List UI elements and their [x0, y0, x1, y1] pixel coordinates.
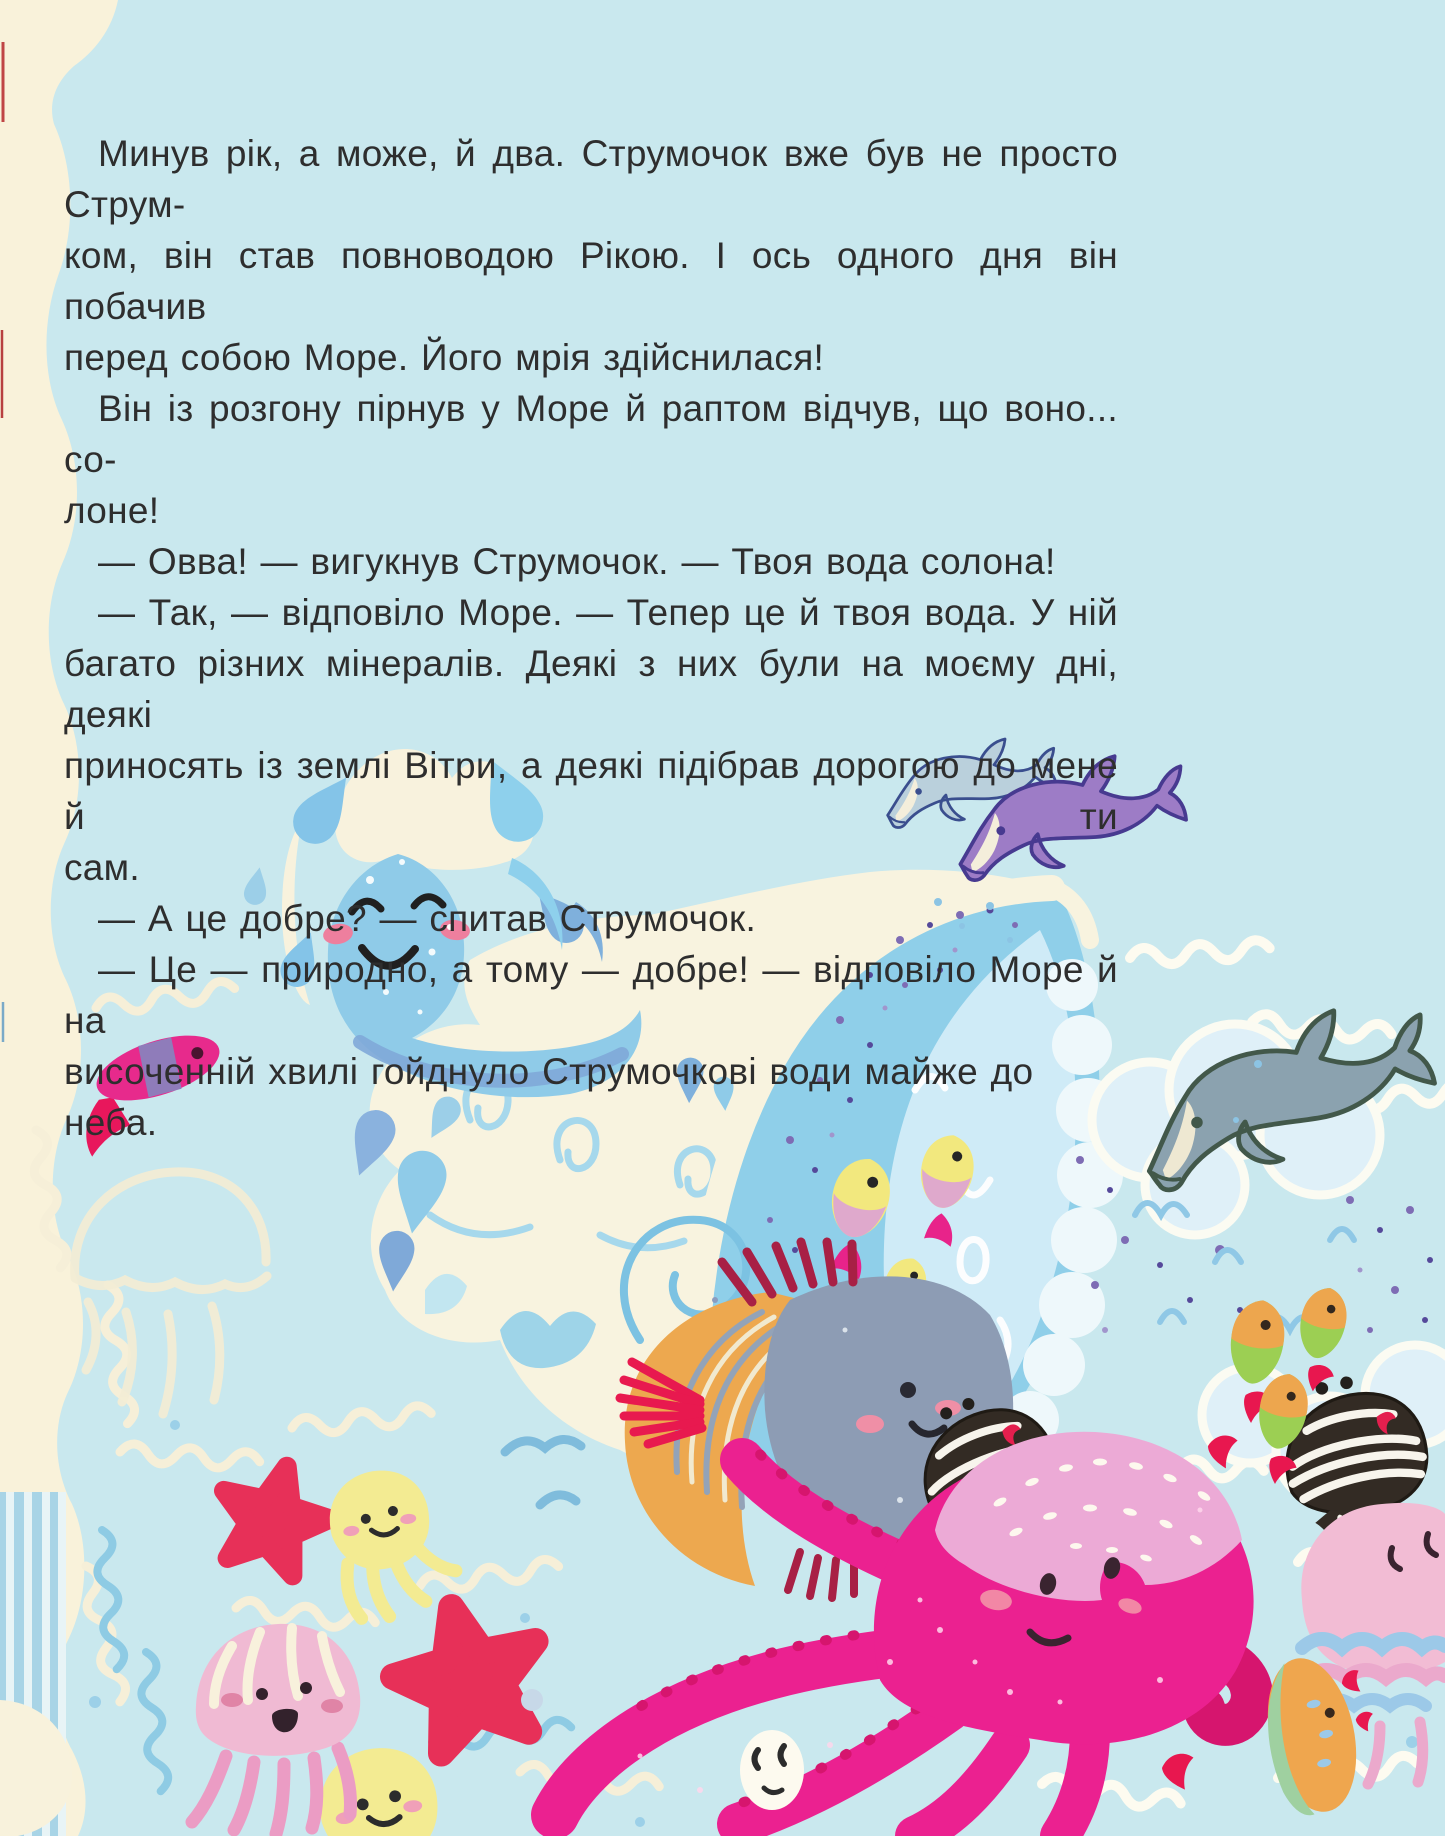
story-line: Минув рік, а може, й два. Струмочок вже був не просто Струм-	[64, 133, 1118, 225]
story-line: сам.	[64, 847, 140, 888]
story-line: — Так, — відповіло Море. — Тепер це й твоя вода. У ній	[98, 592, 1118, 633]
story-line: ком, він став повноводою Рікою. І ось одного дня він побачив	[64, 235, 1118, 327]
story-line: — А це добре? — спитав Струмочок.	[98, 898, 757, 939]
story-line: багато різних мінералів. Деякі з них були на моєму дні, деякі	[64, 643, 1118, 735]
striped-water-corner	[0, 1492, 72, 1836]
story-text	[64, 128, 1118, 1148]
story-line: — Овва! — вигукнув Струмочок. — Твоя вода солона!	[98, 541, 1056, 582]
story-line: перед собою Море. Його мрія здійснилася!	[64, 337, 825, 378]
story-line: — Це — природно, а тому — добре! — відповіло Море й на	[64, 949, 1118, 1041]
story-line: приносять із землі Вітри, а деякі підібрав дорогою до мене й ти	[64, 745, 1118, 837]
story-line: лоне!	[64, 490, 160, 531]
story-line: височенній хвилі гойднуло Струмочкові води майже до неба.	[64, 1051, 1034, 1143]
story-line: Він із розгону пірнув у Море й раптом відчув, що воно... со-	[64, 388, 1118, 480]
white-peek-creature-icon	[740, 1730, 804, 1810]
